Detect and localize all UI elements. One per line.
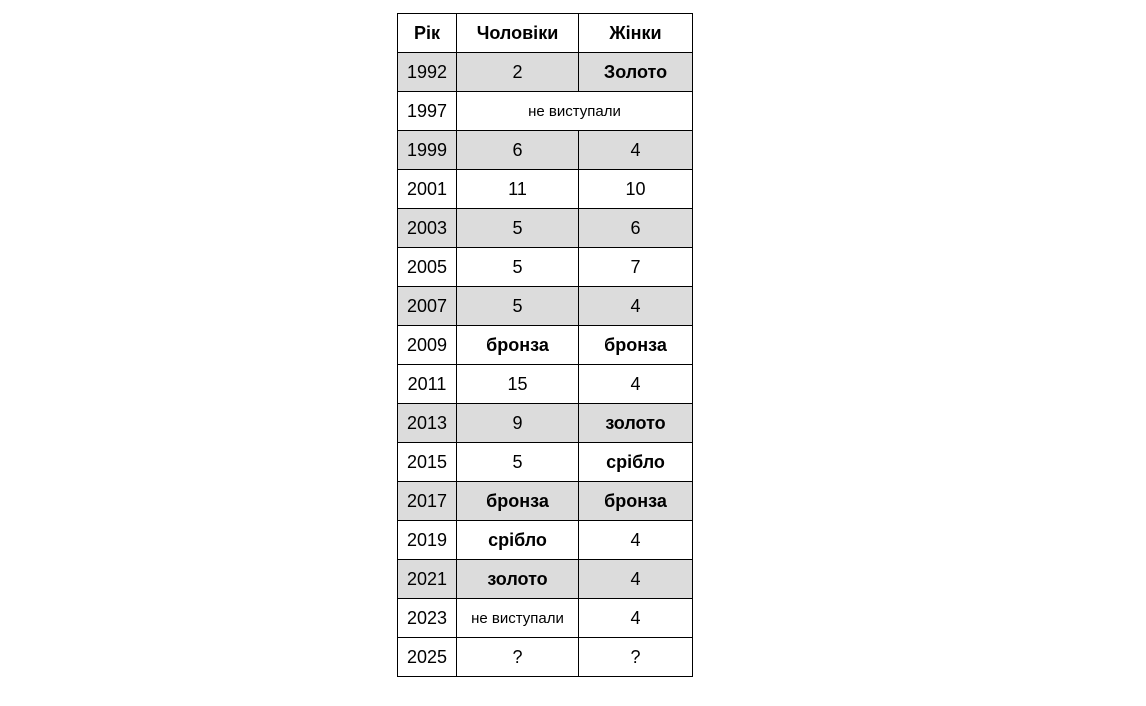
header-men: Чоловіки: [457, 14, 579, 53]
cell-men: 9: [457, 404, 579, 443]
table-row: [398, 638, 693, 677]
table-row: [398, 326, 693, 365]
cell-women: 4: [579, 599, 693, 638]
cell-year: 2017: [398, 482, 457, 521]
cell-merged: не виступали: [457, 92, 693, 131]
cell-women: 4: [579, 560, 693, 599]
cell-women: 4: [579, 131, 693, 170]
cell-women: 10: [579, 170, 693, 209]
cell-men: 6: [457, 131, 579, 170]
cell-men: ?: [457, 638, 579, 677]
table-row: [398, 170, 693, 209]
table-row: [398, 365, 693, 404]
cell-women: ?: [579, 638, 693, 677]
cell-year: 2009: [398, 326, 457, 365]
table-body: [398, 53, 693, 677]
cell-men: золото: [457, 560, 579, 599]
cell-men: 5: [457, 209, 579, 248]
cell-men: не виступали: [457, 599, 579, 638]
cell-year: 2007: [398, 287, 457, 326]
cell-year: 2011: [398, 365, 457, 404]
cell-year: 2023: [398, 599, 457, 638]
cell-women: Золото: [579, 53, 693, 92]
cell-year: 2021: [398, 560, 457, 599]
cell-women: бронза: [579, 482, 693, 521]
cell-year: 2015: [398, 443, 457, 482]
cell-men: 11: [457, 170, 579, 209]
cell-year: 2003: [398, 209, 457, 248]
cell-women: бронза: [579, 326, 693, 365]
table-row: [398, 53, 693, 92]
cell-men: 2: [457, 53, 579, 92]
cell-year: 2025: [398, 638, 457, 677]
cell-women: золото: [579, 404, 693, 443]
table-row: [398, 248, 693, 287]
cell-men: 5: [457, 287, 579, 326]
cell-year: 2013: [398, 404, 457, 443]
cell-women: 4: [579, 365, 693, 404]
cell-men: 5: [457, 248, 579, 287]
table-row: [398, 599, 693, 638]
table-row: [398, 560, 693, 599]
cell-women: 4: [579, 521, 693, 560]
cell-women: 7: [579, 248, 693, 287]
cell-year: 1999: [398, 131, 457, 170]
cell-men: бронза: [457, 482, 579, 521]
cell-year: 2019: [398, 521, 457, 560]
header-row: [398, 14, 693, 53]
table-row: [398, 482, 693, 521]
table-row: [398, 521, 693, 560]
table-row: [398, 443, 693, 482]
cell-year: 2001: [398, 170, 457, 209]
cell-women: срібло: [579, 443, 693, 482]
header-year: Рік: [398, 14, 457, 53]
cell-women: 4: [579, 287, 693, 326]
cell-men: срібло: [457, 521, 579, 560]
results-table: [397, 13, 693, 677]
cell-year: 1997: [398, 92, 457, 131]
cell-year: 1992: [398, 53, 457, 92]
header-women: Жінки: [579, 14, 693, 53]
cell-men: 15: [457, 365, 579, 404]
table-row: [398, 287, 693, 326]
cell-men: бронза: [457, 326, 579, 365]
table-row: [398, 131, 693, 170]
cell-men: 5: [457, 443, 579, 482]
table-row: [398, 92, 693, 131]
table-row: [398, 404, 693, 443]
cell-women: 6: [579, 209, 693, 248]
table-row: [398, 209, 693, 248]
cell-year: 2005: [398, 248, 457, 287]
